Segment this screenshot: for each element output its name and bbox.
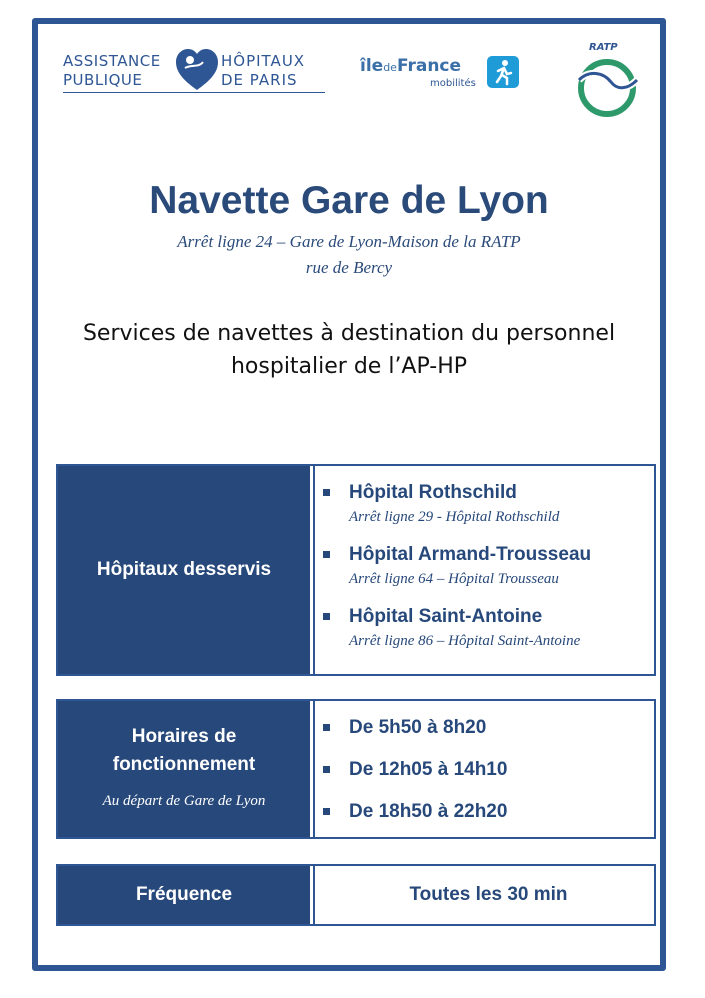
idf-text-ile: île	[360, 56, 384, 76]
list-item	[323, 480, 654, 528]
schedule-box	[56, 699, 656, 839]
bullet-icon	[323, 489, 330, 496]
schedule-label-line-2: fonctionnement	[112, 754, 256, 775]
stop-subtitle: Arrêt ligne 24 – Gare de Lyon-Maison de la RATP	[177, 232, 521, 251]
frequency-label-text: Fréquence	[135, 884, 233, 905]
pedestrian-icon	[487, 56, 519, 88]
heart-icon	[173, 46, 221, 94]
idf-mobilites-logo	[360, 56, 525, 96]
time-range: De 12h05 à 14h10	[349, 759, 508, 780]
bullet-icon	[323, 766, 330, 773]
hospital-stop: Arrêt ligne 29 - Hôpital Rothschild	[349, 509, 560, 525]
schedule-label	[58, 701, 313, 837]
idf-text-france: France	[396, 56, 462, 76]
hospitals-label-text: Hôpitaux desservis	[96, 559, 272, 580]
ratp-text: RATP	[589, 42, 618, 53]
schedule-label-line-1: Horaires de	[131, 726, 237, 747]
street-subtitle: rue de Bercy	[305, 258, 393, 277]
list-item	[323, 715, 654, 757]
list-item	[323, 604, 654, 652]
aphp-logo	[63, 46, 333, 106]
ratp-logo	[573, 42, 643, 112]
hospital-name: Hôpital Rothschild	[349, 482, 517, 503]
bullet-icon	[323, 808, 330, 815]
intro-text	[38, 317, 660, 383]
aphp-underline	[63, 92, 325, 93]
list-item	[323, 542, 654, 590]
frequency-label	[58, 866, 313, 924]
frequency-value	[313, 866, 654, 924]
hospital-name: Hôpital Armand-Trousseau	[349, 544, 592, 565]
list-item	[323, 799, 654, 841]
aphp-text-de-paris: DE PARIS	[221, 71, 298, 89]
schedule-list	[313, 701, 654, 837]
bullet-icon	[323, 551, 330, 558]
aphp-text-assistance: ASSISTANCE	[63, 52, 161, 70]
frequency-value-text: Toutes les 30 min	[409, 884, 568, 905]
time-range: De 18h50 à 22h20	[349, 801, 508, 822]
hospital-stop: Arrêt ligne 64 – Hôpital Trousseau	[349, 571, 559, 587]
list-item	[323, 757, 654, 799]
bullet-icon	[323, 724, 330, 731]
poster-frame	[32, 18, 666, 971]
idf-text-mobilites: mobilités	[430, 78, 476, 89]
intro-line-2: hospitalier de l’AP-HP	[230, 354, 468, 379]
time-range: De 5h50 à 8h20	[349, 717, 487, 738]
page-title: Navette Gare de Lyon	[149, 179, 549, 222]
bullet-icon	[323, 613, 330, 620]
hospital-name: Hôpital Saint-Antoine	[349, 606, 543, 627]
frequency-box	[56, 864, 656, 926]
intro-line-1: Services de navettes à destination du personnel	[82, 321, 616, 346]
hospitals-label	[58, 466, 313, 674]
idf-text-de: de	[383, 61, 397, 74]
schedule-label-note: Au départ de Gare de Lyon	[102, 793, 266, 809]
aphp-text-publique: PUBLIQUE	[63, 71, 143, 89]
hospitals-box	[56, 464, 656, 676]
ratp-emblem-icon	[573, 50, 643, 120]
aphp-text-hopitaux: HÔPITAUX	[221, 52, 306, 70]
hospitals-list	[313, 466, 654, 674]
hospital-stop: Arrêt ligne 86 – Hôpital Saint-Antoine	[349, 633, 581, 649]
